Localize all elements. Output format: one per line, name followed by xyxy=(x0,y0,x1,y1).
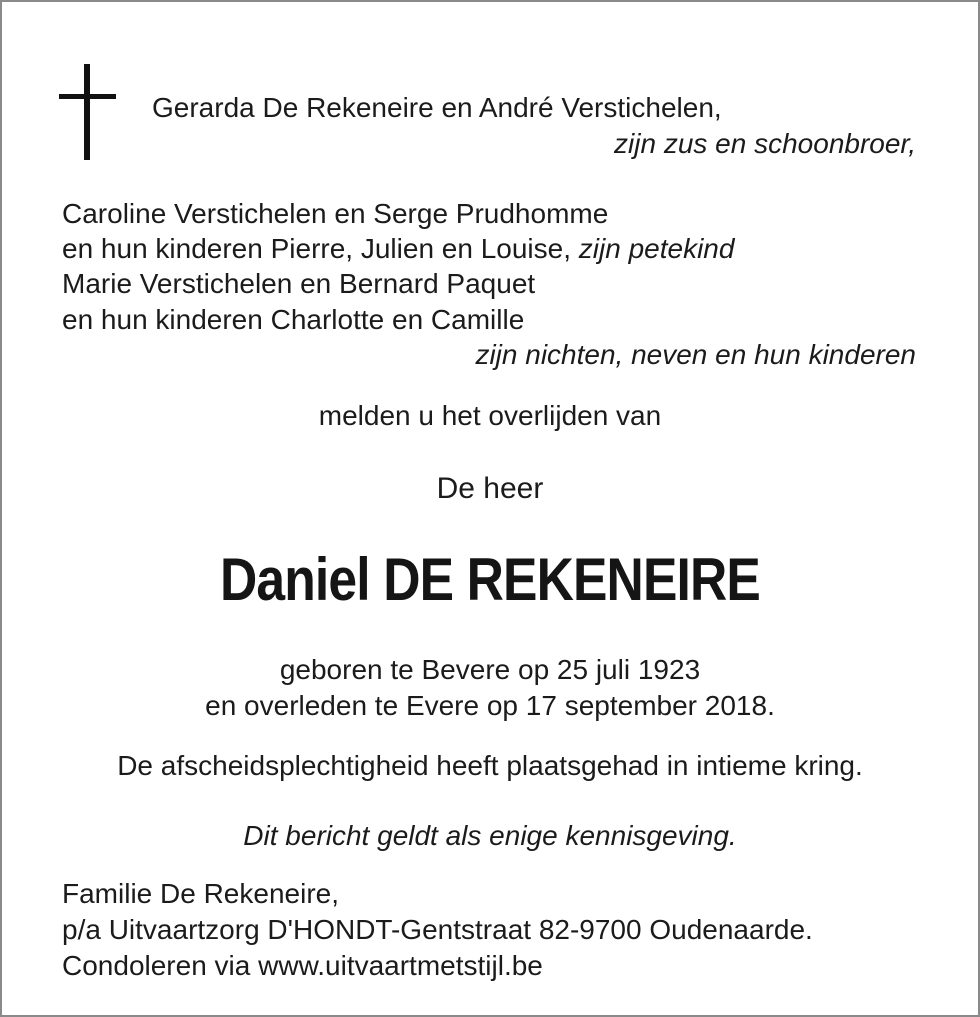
family-intro-role: zijn zus en schoonbroer, xyxy=(614,128,916,159)
contact-line-1: Familie De Rekeneire, xyxy=(62,878,339,909)
relatives-role: zijn nichten, neven en hun kinderen xyxy=(475,339,916,370)
relatives-line-2 xyxy=(62,233,734,265)
relatives-line-2-role: zijn petekind xyxy=(578,233,735,264)
contact-line-3: Condoleren via www.uitvaartmetstijl.be xyxy=(62,950,543,981)
family-intro-line: Gerarda De Rekeneire en André Verstichelen, xyxy=(152,92,722,123)
ceremony-line: De afscheidsplechtigheid heeft plaatsgehad in intieme kring. xyxy=(117,750,863,781)
notice-line: Dit bericht geldt als enige kennisgeving. xyxy=(243,820,737,851)
salutation: De heer xyxy=(436,472,544,505)
relatives-line-3: Marie Verstichelen en Bernard Paquet xyxy=(62,268,536,299)
birth-line: geboren te Bevere op 25 juli 1923 xyxy=(279,654,701,685)
relatives-line-4: en hun kinderen Charlotte en Camille xyxy=(62,304,525,335)
relatives-line-2-text: en hun kinderen Pierre, Julien en Louise, xyxy=(62,233,579,264)
announcement-text: melden u het overlijden van xyxy=(318,400,662,431)
contact-line-2: p/a Uitvaartzorg D'HONDT-Gentstraat 82-9700 Oudenaarde. xyxy=(62,914,813,945)
deceased-name: Daniel DE REKENEIRE xyxy=(220,546,760,613)
death-line: en overleden te Evere op 17 september 2018. xyxy=(205,690,775,721)
relatives-line-1: Caroline Verstichelen en Serge Prudhomme xyxy=(62,198,609,229)
